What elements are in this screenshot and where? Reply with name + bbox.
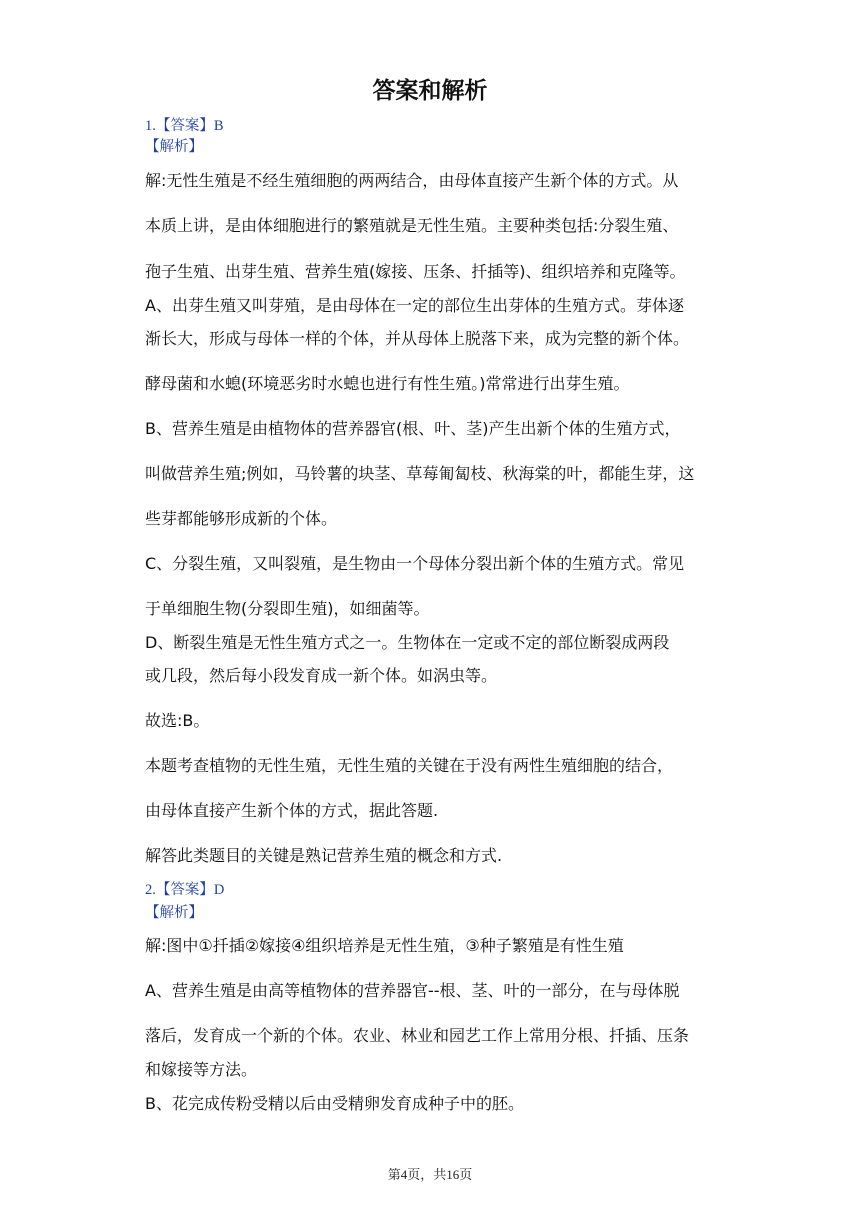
q1-line: 或几段，然后每小段发育成一新个体。如涡虫等。 (145, 666, 498, 685)
q1-line: C、分裂生殖，又叫裂殖，是生物由一个母体分裂出新个体的生殖方式。常见 (145, 554, 685, 573)
q2-line: 和嫁接等方法。 (145, 1060, 258, 1079)
q1-line: 孢子生殖、出芽生殖、营养生殖(嫁接、压条、扦插等)、组织培养和克隆等。 (145, 262, 686, 281)
q1-line: 些芽都能够形成新的个体。 (145, 509, 338, 528)
q1-line: 解:无性生殖是不经生殖细胞的两两结合，由母体直接产生新个体的方式。从 (145, 171, 679, 190)
q1-line: 叫做营养生殖;例如，马铃薯的块茎、草莓匍匐枝、秋海棠的叶，都能生芽，这 (145, 464, 695, 483)
q2-line: B、花完成传粉受精以后由受精卵发育成种子中的胚。 (145, 1094, 524, 1113)
q2-answer: 2.【答案】D (145, 882, 225, 898)
page-title: 答案和解析 (372, 78, 488, 104)
q1-line: 故选:B。 (145, 711, 210, 730)
q2-analysis-label: 【解析】 (145, 905, 203, 921)
q1-line: B、营养生殖是由植物体的营养器官(根、叶、茎)产生出新个体的生殖方式， (145, 419, 681, 438)
q2-line: 落后，发育成一个新的个体。农业、林业和园艺工作上常用分根、扦插、压条 (145, 1026, 690, 1045)
q1-line: 解答此类题目的关键是熟记营养生殖的概念和方式. (145, 846, 503, 865)
q1-line: 渐长大，形成与母体一样的个体，并从母体上脱落下来，成为完整的新个体。 (145, 329, 690, 348)
q1-line: 于单细胞生物(分裂即生殖)，如细菌等。 (145, 599, 430, 618)
q2-line: 解:图中①扦插②嫁接④组织培养是无性生殖，③种子繁殖是有性生殖 (145, 936, 624, 955)
q2-line: A、营养生殖是由高等植物体的营养器官--根、茎、叶的一部分，在与母体脱 (145, 981, 680, 1000)
q1-analysis-label: 【解析】 (145, 139, 203, 155)
q1-line: 由母体直接产生新个体的方式，据此答题. (145, 801, 439, 820)
q1-line: D、断裂生殖是无性生殖方式之一。生物体在一定或不定的部位断裂成两段 (145, 633, 670, 652)
page-footer: 第4页，共16页 (387, 1167, 473, 1182)
q1-answer: 1.【答案】B (145, 118, 224, 134)
q1-line: 酵母菌和水螅(环境恶劣时水螅也进行有性生殖。)常常进行出芽生殖。 (145, 374, 630, 393)
q1-line: 本质上讲，是由体细胞进行的繁殖就是无性生殖。主要种类包括:分裂生殖、 (145, 216, 679, 235)
q1-line: 本题考查植物的无性生殖，无性生殖的关键在于没有两性生殖细胞的结合， (145, 756, 674, 775)
q1-line: A、出芽生殖又叫芽殖，是由母体在一定的部位生出芽体的生殖方式。芽体逐 (145, 296, 684, 315)
